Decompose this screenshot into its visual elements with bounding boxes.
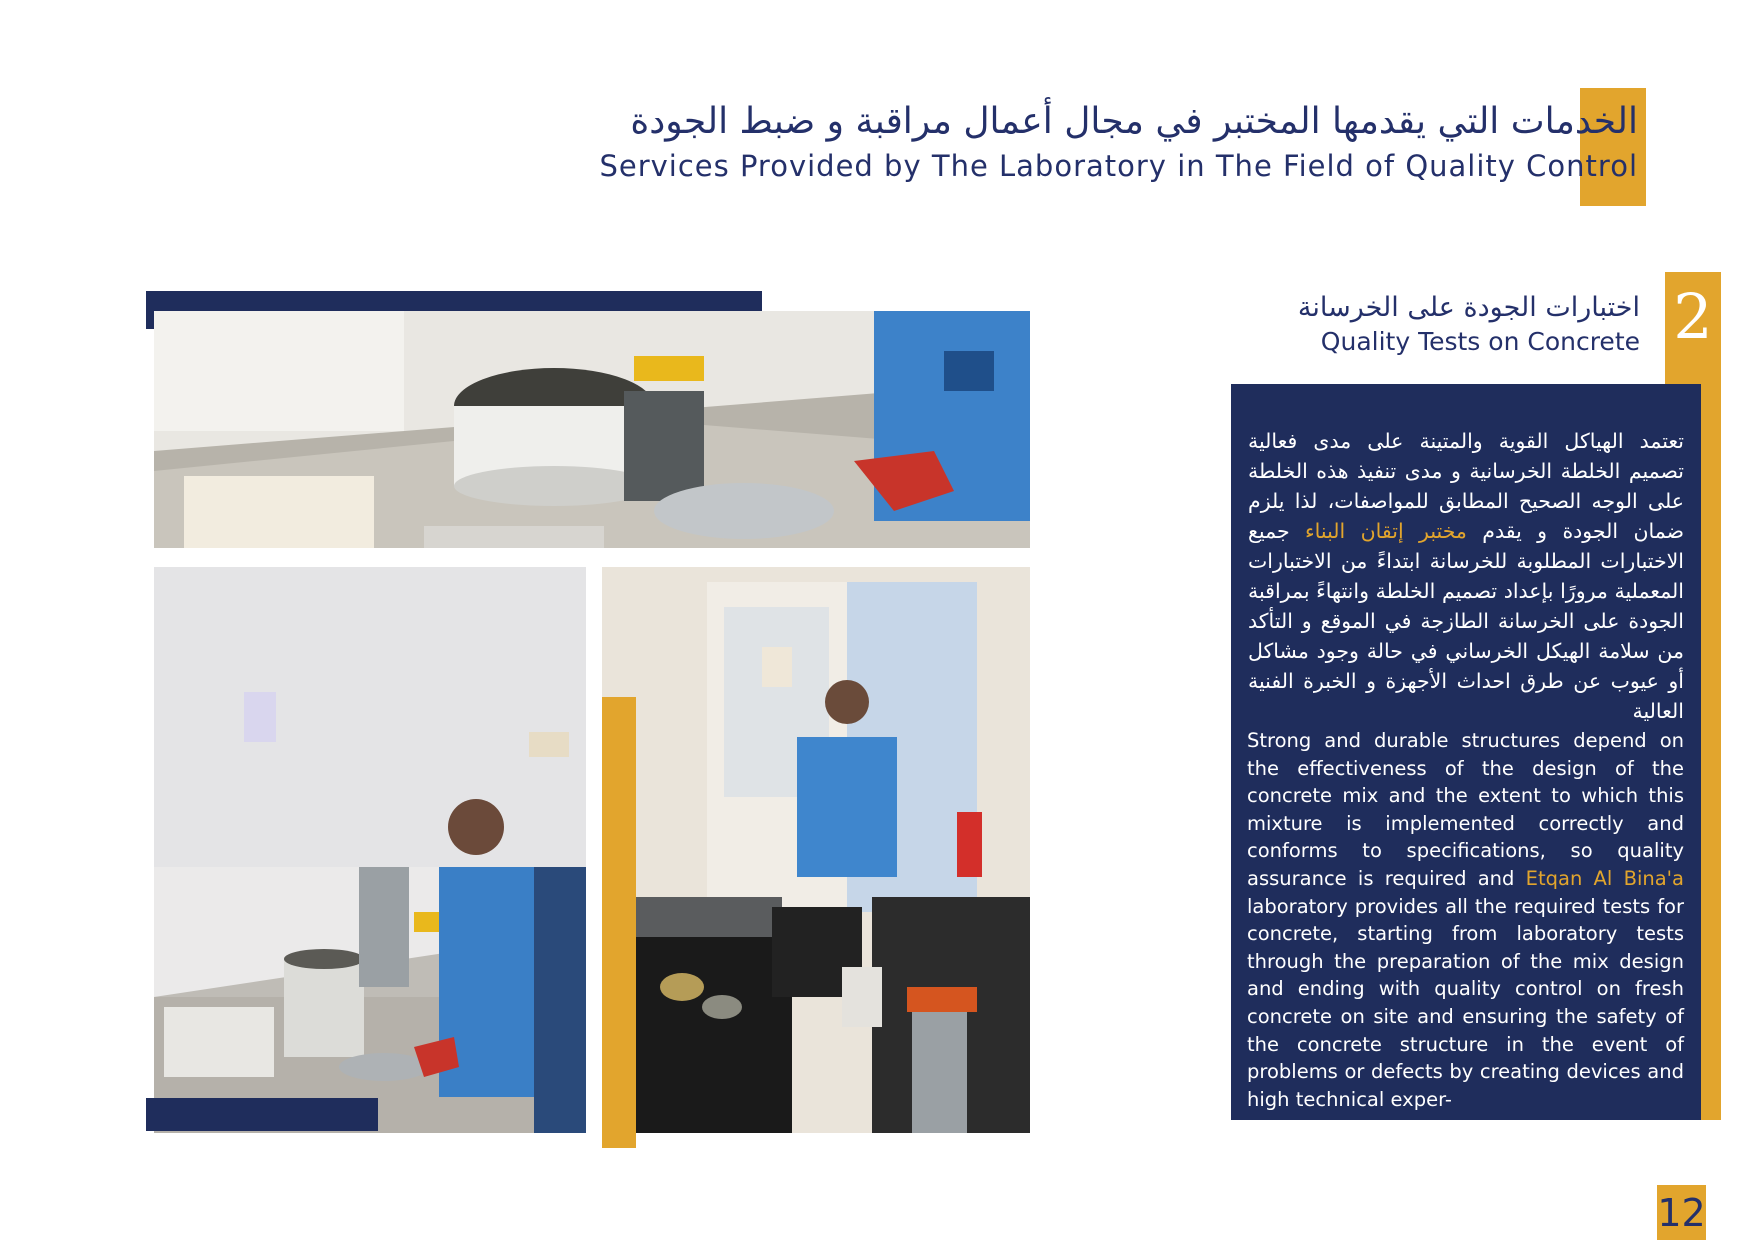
page-number: 12: [1657, 1191, 1706, 1235]
lab-photo-compression-machine: [602, 567, 1030, 1133]
description-arabic-part2: جميع الاختبارات المطلوبة للخرسانة ابتداءً من الاختبارات المعملية مرورًا بإعداد تصميم الخلطة وانتهاءً بمراقبة الجودة على الخرسانة الطازجة في الموقع و التأكد من سلامة الهيكل الخرساني في حالة وجود مشاكل أو عيوب عن طرق احداث الأجهزة و الخبرة الفنية العالية: [1248, 519, 1684, 723]
description-english: [1247, 727, 1684, 1113]
lab-photo-technician-weighing: [154, 567, 586, 1133]
page-title-arabic: الخدمات التي يقدمها المختبر في مجال أعمال مراقبة و ضبط الجودة: [630, 101, 1638, 142]
lab-name-english-highlight: Etqan Al Bina'a: [1525, 866, 1684, 890]
lab-name-arabic-highlight: مختبر إتقان البناء: [1305, 519, 1467, 543]
description-arabic: [1248, 426, 1684, 726]
section-number: 2: [1673, 280, 1713, 353]
bottom-right-gold-strip: [602, 697, 636, 1148]
bottom-left-navy-strip: [146, 1098, 378, 1131]
section-title-arabic: اختبارات الجودة على الخرسانة: [1297, 292, 1640, 323]
section-title-english: Quality Tests on Concrete: [1320, 327, 1640, 356]
lab-photo-concrete-mixing: [154, 311, 1030, 548]
description-arabic-part1: تعتمد الهياكل القوية والمتينة على مدى فعالية تصميم الخلطة الخرسانية و مدى تنفيذ هذه الخلطة على الوجه الصحيح المطابق للمواصفات، لذا يلزم ضمان الجودة و يقدم: [1248, 429, 1685, 543]
page-title-english: Services Provided by The Laboratory in The Field of Quality Control: [599, 149, 1638, 183]
description-english-part1: Strong and durable structures depend on the effectiveness of the design of the concrete mix and the extent to which this mixture is implemented correctly and conforms to specifications, so quality assurance is required and: [1247, 729, 1684, 890]
description-english-part2: laboratory provides all the required tests for concrete, starting from laboratory tests through the preparation of the mix design and ending with quality control on fresh concrete on site and ensuring the safety of the concrete structure in the event of problems or defects by creating devices and high technical exper-: [1247, 894, 1684, 1111]
